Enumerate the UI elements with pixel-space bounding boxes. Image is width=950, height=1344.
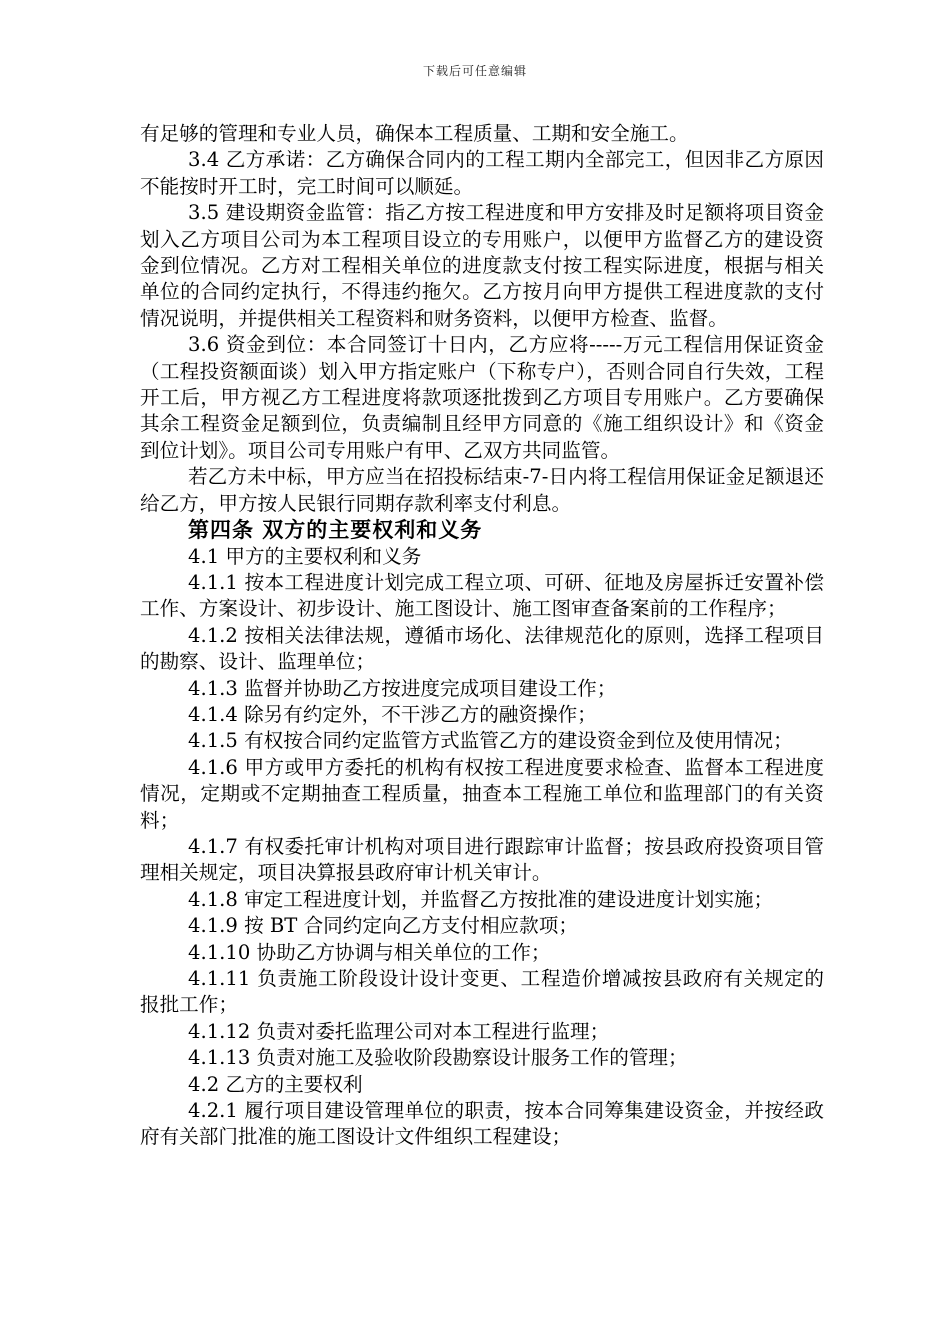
- clause-3-5: 3.5 建设期资金监管：指乙方按工程进度和甲方安排及时足额将项目资金划入乙方项目公司为本工程项目设立的专用账户，以便甲方监督乙方的建设资金到位情况。乙方对工程相关单位的进度款支付按工程实际进度，根据与相关单位的合同约定执行，不得违约拖欠。乙方按月向甲方提供工程进度款的支付情况说明，并提供相关工程资料和财务资料，以便甲方检查、监督。: [140, 201, 824, 330]
- clause-4-1-10: 4.1.10 协助乙方协调与相关单位的工作；: [188, 940, 551, 964]
- clause-4-1-13: 4.1.13 负责对施工及验收阶段勘察设计服务工作的管理；: [188, 1046, 688, 1070]
- section-heading-article-4: 第四条 双方的主要权利和义务: [188, 517, 483, 543]
- clause-4-1-5: 4.1.5 有权按合同约定监管方式监管乙方的建设资金到位及使用情况；: [188, 729, 793, 753]
- page-header-note: 下载后可任意编辑: [422, 64, 527, 78]
- clause-4-1-2: 4.1.2 按相关法律法规，遵循市场化、法律规范化的原则，选择工程项目的勘察、设计、监理单位；: [140, 623, 824, 674]
- clause-4-1-8: 4.1.8 审定工程进度计划，并监督乙方按批准的建设进度计划实施；: [188, 887, 774, 911]
- clause-4-1-3: 4.1.3 监督并协助乙方按进度完成项目建设工作；: [188, 676, 617, 700]
- paragraph: 有足够的管理和专业人员，确保本工程质量、工期和安全施工。: [140, 122, 689, 145]
- clause-3-6: 3.6 资金到位：本合同签订十日内，乙方应将-----万元工程信用保证资金（工程投资额面谈）划入甲方指定账户（下称专户），否则合同自行失效，工程开工后，甲方视乙方工程进度将款项逐批拨到乙方项目专用账户。乙方要确保其余工程资金足额到位，负责编制且经甲方同意的《施工组织设计》和《资金到位计划》。项目公司专用账户有甲、乙双方共同监管。: [140, 333, 824, 462]
- clause-4-1: 4.1 甲方的主要权利和义务: [188, 544, 422, 568]
- clause-4-1-1: 4.1.1 按本工程进度计划完成工程立项、可研、征地及房屋拆迁安置补偿工作、方案设计、初步设计、施工图设计、施工图审查备案前的工作程序；: [140, 570, 824, 621]
- document-body: [140, 121, 824, 1151]
- clause-4-1-12: 4.1.12 负责对委托监理公司对本工程进行监理；: [188, 1019, 610, 1043]
- clause-4-1-6: 4.1.6 甲方或甲方委托的机构有权按工程进度要求检查、监督本工程进度情况，定期或不定期抽查工程质量，抽查本工程施工单位和监理部门的有关资料；: [140, 755, 824, 832]
- clause-4-1-9: 4.1.9 按 BT 合同约定向乙方支付相应款项；: [188, 914, 578, 938]
- clause-4-1-11: 4.1.11 负责施工阶段设计设计变更、工程造价增减按县政府有关规定的报批工作；: [140, 967, 824, 1017]
- clause-3-4: 3.4 乙方承诺：乙方确保合同内的工程工期内全部完工，但因非乙方原因不能按时开工时，完工时间可以顺延。: [140, 148, 824, 198]
- clause-4-2: 4.2 乙方的主要权利: [188, 1072, 363, 1096]
- clause-4-2-1: 4.2.1 履行项目建设管理单位的职责，按本合同筹集建设资金，并按经政府有关部门批准的施工图设计文件组织工程建设；: [140, 1099, 824, 1149]
- clause-4-1-4: 4.1.4 除另有约定外，不干涉乙方的融资操作；: [188, 702, 597, 726]
- paragraph-deposit-refund: 若乙方未中标，甲方应当在招投标结束-7-日内将工程信用保证金足额退还给乙方，甲方按人民银行同期存款利率支付利息。: [140, 465, 824, 515]
- clause-4-1-7: 4.1.7 有权委托审计机构对项目进行跟踪审计监督；按县政府投资项目管理相关规定，项目决算报县政府审计机关审计。: [140, 834, 824, 885]
